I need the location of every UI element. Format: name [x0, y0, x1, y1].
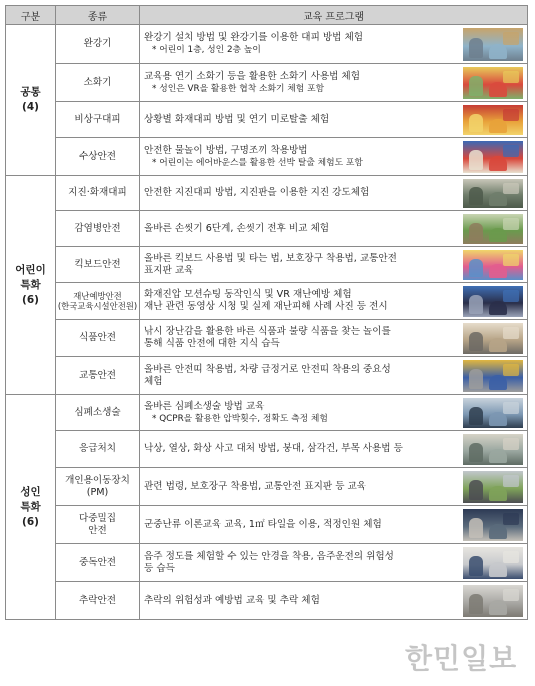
- photo-figure-shape: [489, 119, 507, 133]
- table-row: [6, 431, 528, 468]
- photo-figure-shape: [489, 82, 507, 96]
- photo-figure-shape: [503, 475, 519, 488]
- program-description-cell: [140, 64, 461, 102]
- program-description-line2: 체험: [144, 375, 163, 387]
- type-cell: [56, 357, 140, 395]
- program-description: 완강기 설치 방법 및 완강기를 이용한 대피 방법 체험: [144, 32, 364, 43]
- table-row: [6, 582, 528, 620]
- photo-figure-shape: [503, 218, 519, 230]
- type-cell: [56, 25, 140, 64]
- program-description-cell: [140, 138, 461, 176]
- program-photo: [463, 585, 523, 617]
- type-label: 재난예방안전: [73, 291, 122, 301]
- program-description: 상황별 화재대피 방법 및 연기 미로탈출 체험: [144, 113, 330, 125]
- program-photo: [463, 547, 523, 579]
- type-cell: [56, 176, 140, 211]
- header-type: 종류: [56, 6, 140, 25]
- type-label: 중독안전: [78, 556, 117, 568]
- program-description: 교육용 연기 소화기 등을 활용한 소화기 사용법 체험: [144, 70, 360, 82]
- photo-figure-shape: [503, 32, 519, 45]
- program-description: 추락의 위험성과 예방법 교육 및 추락 체험: [144, 594, 320, 606]
- photo-figure-shape: [469, 480, 483, 499]
- table-row: [6, 102, 528, 138]
- program-photo: [463, 105, 523, 135]
- program-photo-cell: [461, 582, 528, 620]
- photo-figure-shape: [503, 71, 519, 84]
- type-cell: [56, 247, 140, 283]
- program-photo: [463, 28, 523, 61]
- photo-figure-shape: [469, 114, 483, 132]
- program-photo-cell: [461, 544, 528, 582]
- table-row: [6, 395, 528, 431]
- photo-figure-shape: [469, 369, 483, 388]
- photo-figure-shape: [469, 150, 483, 169]
- type-cell: [56, 544, 140, 582]
- photo-figure-shape: [469, 259, 483, 277]
- photo-figure-shape: [469, 518, 483, 537]
- type-cell: [56, 431, 140, 468]
- type-label: 교통안전: [78, 369, 117, 381]
- type-label: 지진·화재대피: [68, 187, 127, 198]
- photo-figure-shape: [489, 562, 507, 576]
- photo-figure-shape: [489, 264, 507, 278]
- photo-figure-shape: [503, 145, 519, 158]
- program-description: 음주 정도를 체험할 수 있는 안경을 착용, 음주운전의 위험성: [144, 550, 394, 562]
- program-description-line2: 표지판 교육: [144, 264, 194, 276]
- program-description: 군중난류 이론교육 교육, 1㎡ 타일을 이용, 적정인원 체험: [144, 518, 382, 530]
- type-cell: [56, 582, 140, 620]
- program-photo-cell: [461, 320, 528, 357]
- education-program-table: [5, 5, 528, 620]
- program-photo-cell: [461, 247, 528, 283]
- photo-figure-shape: [489, 486, 507, 500]
- type-cell: [56, 468, 140, 506]
- program-note: * 성인은 VR을 활용한 협착 소화기 체험 포함: [152, 83, 325, 94]
- program-photo: [463, 434, 523, 465]
- table-row: [6, 211, 528, 247]
- photo-figure-shape: [469, 556, 483, 575]
- photo-figure-shape: [489, 156, 507, 170]
- photo-figure-shape: [503, 513, 519, 526]
- program-description: 낚시 장난감을 활용한 바른 식품과 불량 식품을 찾는 놀이를: [144, 326, 391, 337]
- program-photo: [463, 179, 523, 208]
- program-photo: [463, 141, 523, 173]
- type-label: 감염병안전: [74, 222, 121, 234]
- program-description-cell: [140, 211, 461, 247]
- photo-figure-shape: [469, 38, 483, 58]
- type-label: 다중밀집: [78, 512, 117, 524]
- program-description: 올바른 심폐소생술 방법 교육: [144, 400, 265, 412]
- program-photo-cell: [461, 506, 528, 544]
- photo-figure-shape: [469, 76, 483, 95]
- photo-figure-shape: [469, 443, 483, 462]
- category-count: (6): [22, 515, 39, 528]
- table-row: [6, 320, 528, 357]
- program-photo-cell: [461, 25, 528, 64]
- program-description-line2: 등 습득: [144, 562, 175, 574]
- type-cell: [56, 395, 140, 431]
- table-row: [6, 506, 528, 544]
- program-description: 올바른 안전띠 착용법, 차량 급정거로 안전띠 착용의 중요성: [144, 363, 391, 375]
- photo-figure-shape: [503, 327, 519, 339]
- category-cell: [6, 395, 56, 620]
- program-description-line2: 통해 식품 안전에 대한 지식 습득: [144, 338, 280, 349]
- program-photo-cell: [461, 395, 528, 431]
- header-category: 구분: [6, 6, 56, 25]
- photo-figure-shape: [489, 600, 507, 614]
- category-name: 성인 특화: [20, 485, 41, 513]
- program-photo: [463, 398, 523, 428]
- photo-figure-shape: [489, 192, 507, 205]
- program-note: * 어린이는 에어바운스를 활용한 선박 탈출 체험도 포함: [152, 157, 363, 168]
- program-description-cell: [140, 431, 461, 468]
- header-program: 교육 프로그램: [140, 6, 528, 25]
- header-row: [6, 6, 528, 25]
- program-photo: [463, 360, 523, 392]
- program-note: * 어린이 1층, 성인 2층 높이: [152, 45, 261, 55]
- program-photo-cell: [461, 431, 528, 468]
- table-row: [6, 544, 528, 582]
- photo-figure-shape: [503, 364, 519, 377]
- program-description: 안전한 물놀이 방법, 구명조끼 착용방법: [144, 144, 308, 156]
- photo-figure-shape: [489, 412, 507, 426]
- program-photo: [463, 214, 523, 244]
- photo-figure-shape: [503, 109, 519, 121]
- type-label: 수상안전: [78, 150, 117, 162]
- type-label: 응급처치: [78, 443, 117, 454]
- program-description-cell: [140, 395, 461, 431]
- program-description-line2: 재난 관련 동영상 시청 및 실제 재난피해 사례 사진 등 전시: [144, 301, 388, 312]
- program-description: 올바른 손씻기 6단계, 손씻기 전후 비교 체험: [144, 222, 329, 234]
- photo-figure-shape: [489, 449, 507, 463]
- category-cell: [6, 176, 56, 395]
- type-label: 식품안전: [78, 332, 117, 343]
- watermark-logo: 한민일보: [405, 642, 518, 675]
- type-label-line2: (한국교육시설안전원): [57, 301, 138, 311]
- program-photo: [463, 250, 523, 280]
- photo-figure-shape: [489, 228, 507, 242]
- photo-figure-shape: [503, 290, 519, 302]
- program-photo: [463, 67, 523, 99]
- photo-figure-shape: [489, 301, 507, 315]
- program-photo-cell: [461, 211, 528, 247]
- type-label: 추락안전: [78, 594, 117, 606]
- photo-figure-shape: [503, 589, 519, 602]
- program-description: 낙상, 열상, 화상 사고 대처 방법, 붕대, 삼각건, 부목 사용법 등: [144, 443, 403, 454]
- program-photo: [463, 509, 523, 541]
- photo-figure-shape: [469, 223, 483, 241]
- table-row: [6, 247, 528, 283]
- program-photo-cell: [461, 102, 528, 138]
- type-cell: [56, 283, 140, 320]
- category-name: 어린이 특화: [15, 263, 46, 291]
- type-label: 킥보드안전: [74, 258, 121, 270]
- program-photo-cell: [461, 357, 528, 395]
- program-photo-cell: [461, 138, 528, 176]
- program-photo-cell: [461, 64, 528, 102]
- table-row: [6, 283, 528, 320]
- category-count: (6): [22, 293, 39, 306]
- photo-figure-shape: [503, 551, 519, 564]
- program-photo: [463, 286, 523, 317]
- program-description: 화재진압 모션슈팅 동작인식 및 VR 재난예방 체험: [144, 289, 352, 300]
- photo-figure-shape: [489, 44, 507, 59]
- program-description-cell: [140, 582, 461, 620]
- program-photo-cell: [461, 283, 528, 320]
- photo-figure-shape: [503, 254, 519, 266]
- type-label: 심폐소생술: [74, 406, 121, 418]
- program-description-cell: [140, 320, 461, 357]
- photo-figure-shape: [469, 187, 483, 204]
- program-note: * QCPR을 활용한 압박횟수, 정확도 측정 체험: [152, 413, 328, 424]
- type-cell: [56, 138, 140, 176]
- type-cell: [56, 102, 140, 138]
- table-row: [6, 138, 528, 176]
- photo-figure-shape: [469, 295, 483, 314]
- program-description: 올바른 킥보드 사용법 및 타는 법, 보호장구 착용법, 교통안전: [144, 252, 397, 264]
- type-label: 소화기: [83, 76, 112, 88]
- program-description-cell: [140, 25, 461, 64]
- table-row: [6, 357, 528, 395]
- photo-figure-shape: [489, 375, 507, 389]
- table-row: [6, 64, 528, 102]
- type-cell: [56, 64, 140, 102]
- program-description-cell: [140, 176, 461, 211]
- type-cell: [56, 211, 140, 247]
- photo-figure-shape: [503, 183, 519, 195]
- type-label: 개인용이동장치: [65, 474, 130, 486]
- photo-figure-shape: [489, 338, 507, 352]
- type-label: 비상구대피: [74, 113, 121, 125]
- type-label: 완강기: [83, 38, 112, 49]
- program-photo: [463, 323, 523, 354]
- program-description: 안전한 지진대피 방법, 지진판을 이용한 지진 강도체험: [144, 187, 370, 198]
- type-label-line2: (PM): [86, 486, 109, 498]
- program-description-cell: [140, 468, 461, 506]
- table-row: [6, 176, 528, 211]
- category-name: 공통: [20, 86, 41, 98]
- category-cell: [6, 25, 56, 176]
- category-count: (4): [22, 101, 39, 113]
- program-description-cell: [140, 357, 461, 395]
- program-description-cell: [140, 102, 461, 138]
- table-row: [6, 25, 528, 64]
- photo-figure-shape: [469, 332, 483, 351]
- program-description-cell: [140, 247, 461, 283]
- photo-figure-shape: [469, 407, 483, 425]
- program-photo-cell: [461, 468, 528, 506]
- type-cell: [56, 506, 140, 544]
- photo-figure-shape: [503, 402, 519, 414]
- program-photo: [463, 471, 523, 503]
- program-description: 관련 법령, 보호장구 착용법, 교통안전 표지판 등 교육: [144, 480, 367, 492]
- type-label-line2: 안전: [88, 524, 107, 536]
- program-description-cell: [140, 506, 461, 544]
- program-description-cell: [140, 544, 461, 582]
- photo-figure-shape: [503, 438, 519, 450]
- photo-figure-shape: [489, 524, 507, 538]
- program-description-cell: [140, 283, 461, 320]
- type-cell: [56, 320, 140, 357]
- table-row: [6, 468, 528, 506]
- program-photo-cell: [461, 176, 528, 211]
- photo-figure-shape: [469, 594, 483, 613]
